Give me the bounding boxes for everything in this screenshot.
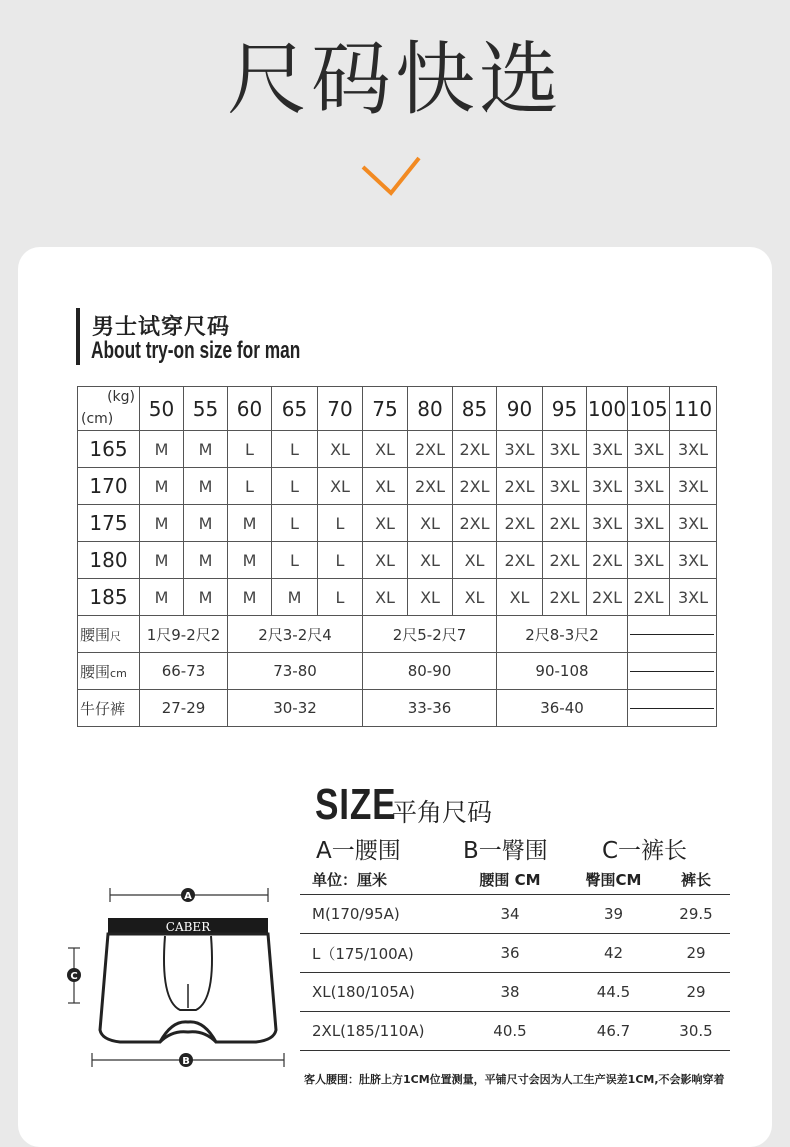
table-row xyxy=(300,934,730,973)
table-row xyxy=(78,542,717,579)
size-cell: XL xyxy=(408,579,453,616)
jeans-row-empty xyxy=(628,690,717,727)
height-cell: 180 xyxy=(78,542,140,579)
table-row xyxy=(78,579,717,616)
height-cell: 165 xyxy=(78,431,140,468)
size-cell: 3XL xyxy=(543,431,587,468)
boxer-cell: M(170/95A) xyxy=(300,895,455,934)
size-cell: M xyxy=(228,579,272,616)
weight-header-cell: 55 xyxy=(184,387,228,431)
boxer-cell: 36 xyxy=(455,934,565,973)
boxer-cell: 46.7 xyxy=(565,1012,662,1051)
waist-chi-row-empty xyxy=(628,616,717,653)
jeans-row-value: 30-32 xyxy=(228,690,363,727)
size-cell: M xyxy=(228,542,272,579)
waist-cm-row-empty xyxy=(628,653,717,690)
size-cell: 2XL xyxy=(453,431,497,468)
dash-line xyxy=(630,671,714,672)
size-cell: XL xyxy=(363,505,408,542)
boxer-header-cell: 臀围CM xyxy=(565,865,662,895)
size-cell: XL xyxy=(318,431,363,468)
waist-cm-row-value: 80-90 xyxy=(363,653,497,690)
size-cell: 2XL xyxy=(628,579,670,616)
size-cell: 2XL xyxy=(408,468,453,505)
chevron-down-icon xyxy=(360,155,422,197)
size-cell: M xyxy=(140,542,184,579)
table-row xyxy=(300,973,730,1012)
table-row xyxy=(78,505,717,542)
size-cell: 3XL xyxy=(670,542,717,579)
size-cell: M xyxy=(184,542,228,579)
size-cell: XL xyxy=(363,579,408,616)
size-cell: 3XL xyxy=(670,579,717,616)
section-title-cn: 男士试穿尺码 xyxy=(92,315,231,340)
size-cell: 3XL xyxy=(497,431,543,468)
legend-a: A一腰围 xyxy=(316,838,401,864)
weight-header-cell: 110 xyxy=(670,387,717,431)
boxer-cell: XL(180/105A) xyxy=(300,973,455,1012)
corner-cell xyxy=(78,387,140,431)
size-cell: XL xyxy=(497,579,543,616)
size-cell: 2XL xyxy=(587,542,628,579)
size-cell: 3XL xyxy=(628,505,670,542)
size-cell: L xyxy=(272,468,318,505)
size-cell: L xyxy=(272,431,318,468)
dash-line xyxy=(630,634,714,635)
size-cell: XL xyxy=(363,542,408,579)
weight-header-cell: 105 xyxy=(628,387,670,431)
boxer-cell: 44.5 xyxy=(565,973,662,1012)
size-cell: 3XL xyxy=(670,431,717,468)
size-cell: 3XL xyxy=(670,505,717,542)
waist-chi-row-value: 2尺3-2尺4 xyxy=(228,616,363,653)
weight-header-cell: 95 xyxy=(543,387,587,431)
waist-chi-row xyxy=(78,616,717,653)
waist-cm-row-label xyxy=(78,653,140,690)
waist-chi-row-label xyxy=(78,616,140,653)
legend-b: B一臀围 xyxy=(463,838,548,864)
waist-chi-row-value: 1尺9-2尺2 xyxy=(140,616,228,653)
weight-header-cell: 85 xyxy=(453,387,497,431)
boxer-cell: 29 xyxy=(662,973,730,1012)
jeans-row-value: 27-29 xyxy=(140,690,228,727)
height-cell: 175 xyxy=(78,505,140,542)
size-cell: L xyxy=(228,468,272,505)
size-cell: M xyxy=(140,579,184,616)
waist-cm-row-value: 73-80 xyxy=(228,653,363,690)
size-cell: 2XL xyxy=(408,431,453,468)
boxer-cell: 29.5 xyxy=(662,895,730,934)
boxer-header-cell: 腰围 CM xyxy=(455,865,565,895)
size-cell: 2XL xyxy=(497,505,543,542)
waist-chi-row-value: 2尺8-3尺2 xyxy=(497,616,628,653)
weight-header-cell: 65 xyxy=(272,387,318,431)
jeans-row-value: 36-40 xyxy=(497,690,628,727)
size-cell: M xyxy=(228,505,272,542)
size-cell: XL xyxy=(408,542,453,579)
table-row xyxy=(78,468,717,505)
boxer-cell: 29 xyxy=(662,934,730,973)
size-cell: XL xyxy=(453,542,497,579)
weight-header-cell: 80 xyxy=(408,387,453,431)
table-row xyxy=(300,895,730,934)
kg-unit-label: (kg) xyxy=(107,389,135,405)
size-cell: 2XL xyxy=(543,542,587,579)
size-cell: XL xyxy=(408,505,453,542)
size-cell: 3XL xyxy=(587,505,628,542)
section-accent-bar xyxy=(76,308,80,365)
dash-line xyxy=(630,708,714,709)
size-cell: L xyxy=(318,505,363,542)
size-cell: XL xyxy=(363,468,408,505)
boxer-cell: L（175/100A) xyxy=(300,934,455,973)
jeans-row-label xyxy=(78,690,140,727)
size-cell: M xyxy=(140,468,184,505)
boxer-cell: 30.5 xyxy=(662,1012,730,1051)
waist-cm-row-label-text: 腰围 xyxy=(80,662,111,681)
size-cell: XL xyxy=(453,579,497,616)
size-cell: 3XL xyxy=(628,542,670,579)
size-cell: M xyxy=(272,579,318,616)
size-title-cn: 平角尺码 xyxy=(392,798,493,827)
page-title: 尺码快选 xyxy=(227,33,563,126)
table-row xyxy=(78,431,717,468)
weight-header-cell: 75 xyxy=(363,387,408,431)
size-cell: M xyxy=(184,579,228,616)
boxer-cell: 34 xyxy=(455,895,565,934)
size-cell: XL xyxy=(363,431,408,468)
size-cell: 2XL xyxy=(453,468,497,505)
size-cell: 2XL xyxy=(497,468,543,505)
size-cell: L xyxy=(318,542,363,579)
boxer-cell: 38 xyxy=(455,973,565,1012)
size-cell: 2XL xyxy=(543,579,587,616)
size-cell: 2XL xyxy=(543,505,587,542)
brand-label: CABER xyxy=(165,920,211,934)
weight-header-cell: 60 xyxy=(228,387,272,431)
cm-unit-label: (cm) xyxy=(81,411,114,427)
size-cell: L xyxy=(272,542,318,579)
boxer-header-cell: 裤长 xyxy=(662,865,730,895)
waist-cm-row-unit: cm xyxy=(110,666,127,680)
size-title-en: SIZE xyxy=(315,780,397,829)
size-cell: L xyxy=(272,505,318,542)
size-cell: M xyxy=(140,505,184,542)
size-cell: 3XL xyxy=(628,468,670,505)
weight-header-cell: 50 xyxy=(140,387,184,431)
size-cell: 2XL xyxy=(453,505,497,542)
waist-cm-row-value: 66-73 xyxy=(140,653,228,690)
size-cell: 2XL xyxy=(587,579,628,616)
size-cell: XL xyxy=(318,468,363,505)
size-cell: 3XL xyxy=(543,468,587,505)
size-cell: M xyxy=(184,505,228,542)
size-chart-table xyxy=(77,386,717,727)
size-cell: 3XL xyxy=(670,468,717,505)
waist-cm-row xyxy=(78,653,717,690)
waist-chi-row-value: 2尺5-2尺7 xyxy=(363,616,497,653)
jeans-row-value: 33-36 xyxy=(363,690,497,727)
marker-b: B xyxy=(182,1056,190,1067)
weight-header-cell: 100 xyxy=(587,387,628,431)
boxer-header-row xyxy=(300,865,730,895)
height-cell: 170 xyxy=(78,468,140,505)
size-cell: 3XL xyxy=(587,431,628,468)
size-cell: M xyxy=(184,431,228,468)
waist-cm-row-value: 90-108 xyxy=(497,653,628,690)
size-cell: M xyxy=(184,468,228,505)
section-title-en: About try-on size for man xyxy=(91,337,301,364)
weight-header-cell: 70 xyxy=(318,387,363,431)
height-cell: 185 xyxy=(78,579,140,616)
size-cell: L xyxy=(318,579,363,616)
jeans-row-label-text: 牛仔裤 xyxy=(80,699,126,718)
legend-c: C一裤长 xyxy=(602,838,688,864)
weight-header-cell: 90 xyxy=(497,387,543,431)
size-cell: L xyxy=(228,431,272,468)
jeans-row xyxy=(78,690,717,727)
boxer-diagram xyxy=(60,880,290,1070)
boxer-cell: 2XL(185/110A) xyxy=(300,1012,455,1051)
table-row xyxy=(300,1012,730,1051)
weight-header-row xyxy=(78,387,717,431)
size-cell: M xyxy=(140,431,184,468)
marker-c: C xyxy=(70,971,78,982)
waist-chi-row-unit: 尺 xyxy=(110,629,122,643)
waist-chi-row-label-text: 腰围 xyxy=(80,625,111,644)
size-cell: 2XL xyxy=(497,542,543,579)
boxer-cell: 42 xyxy=(565,934,662,973)
measurement-note: 客人腰围：肚脐上方1CM位置测量，平铺尺寸会因为人工生产误差1CM,不会影响穿着 xyxy=(304,1073,725,1086)
size-cell: 3XL xyxy=(587,468,628,505)
marker-a: A xyxy=(184,891,192,902)
boxer-cell: 39 xyxy=(565,895,662,934)
boxer-header-cell: 单位：厘米 xyxy=(300,865,455,895)
boxer-cell: 40.5 xyxy=(455,1012,565,1051)
boxer-size-table xyxy=(300,865,730,1051)
size-cell: 3XL xyxy=(628,431,670,468)
